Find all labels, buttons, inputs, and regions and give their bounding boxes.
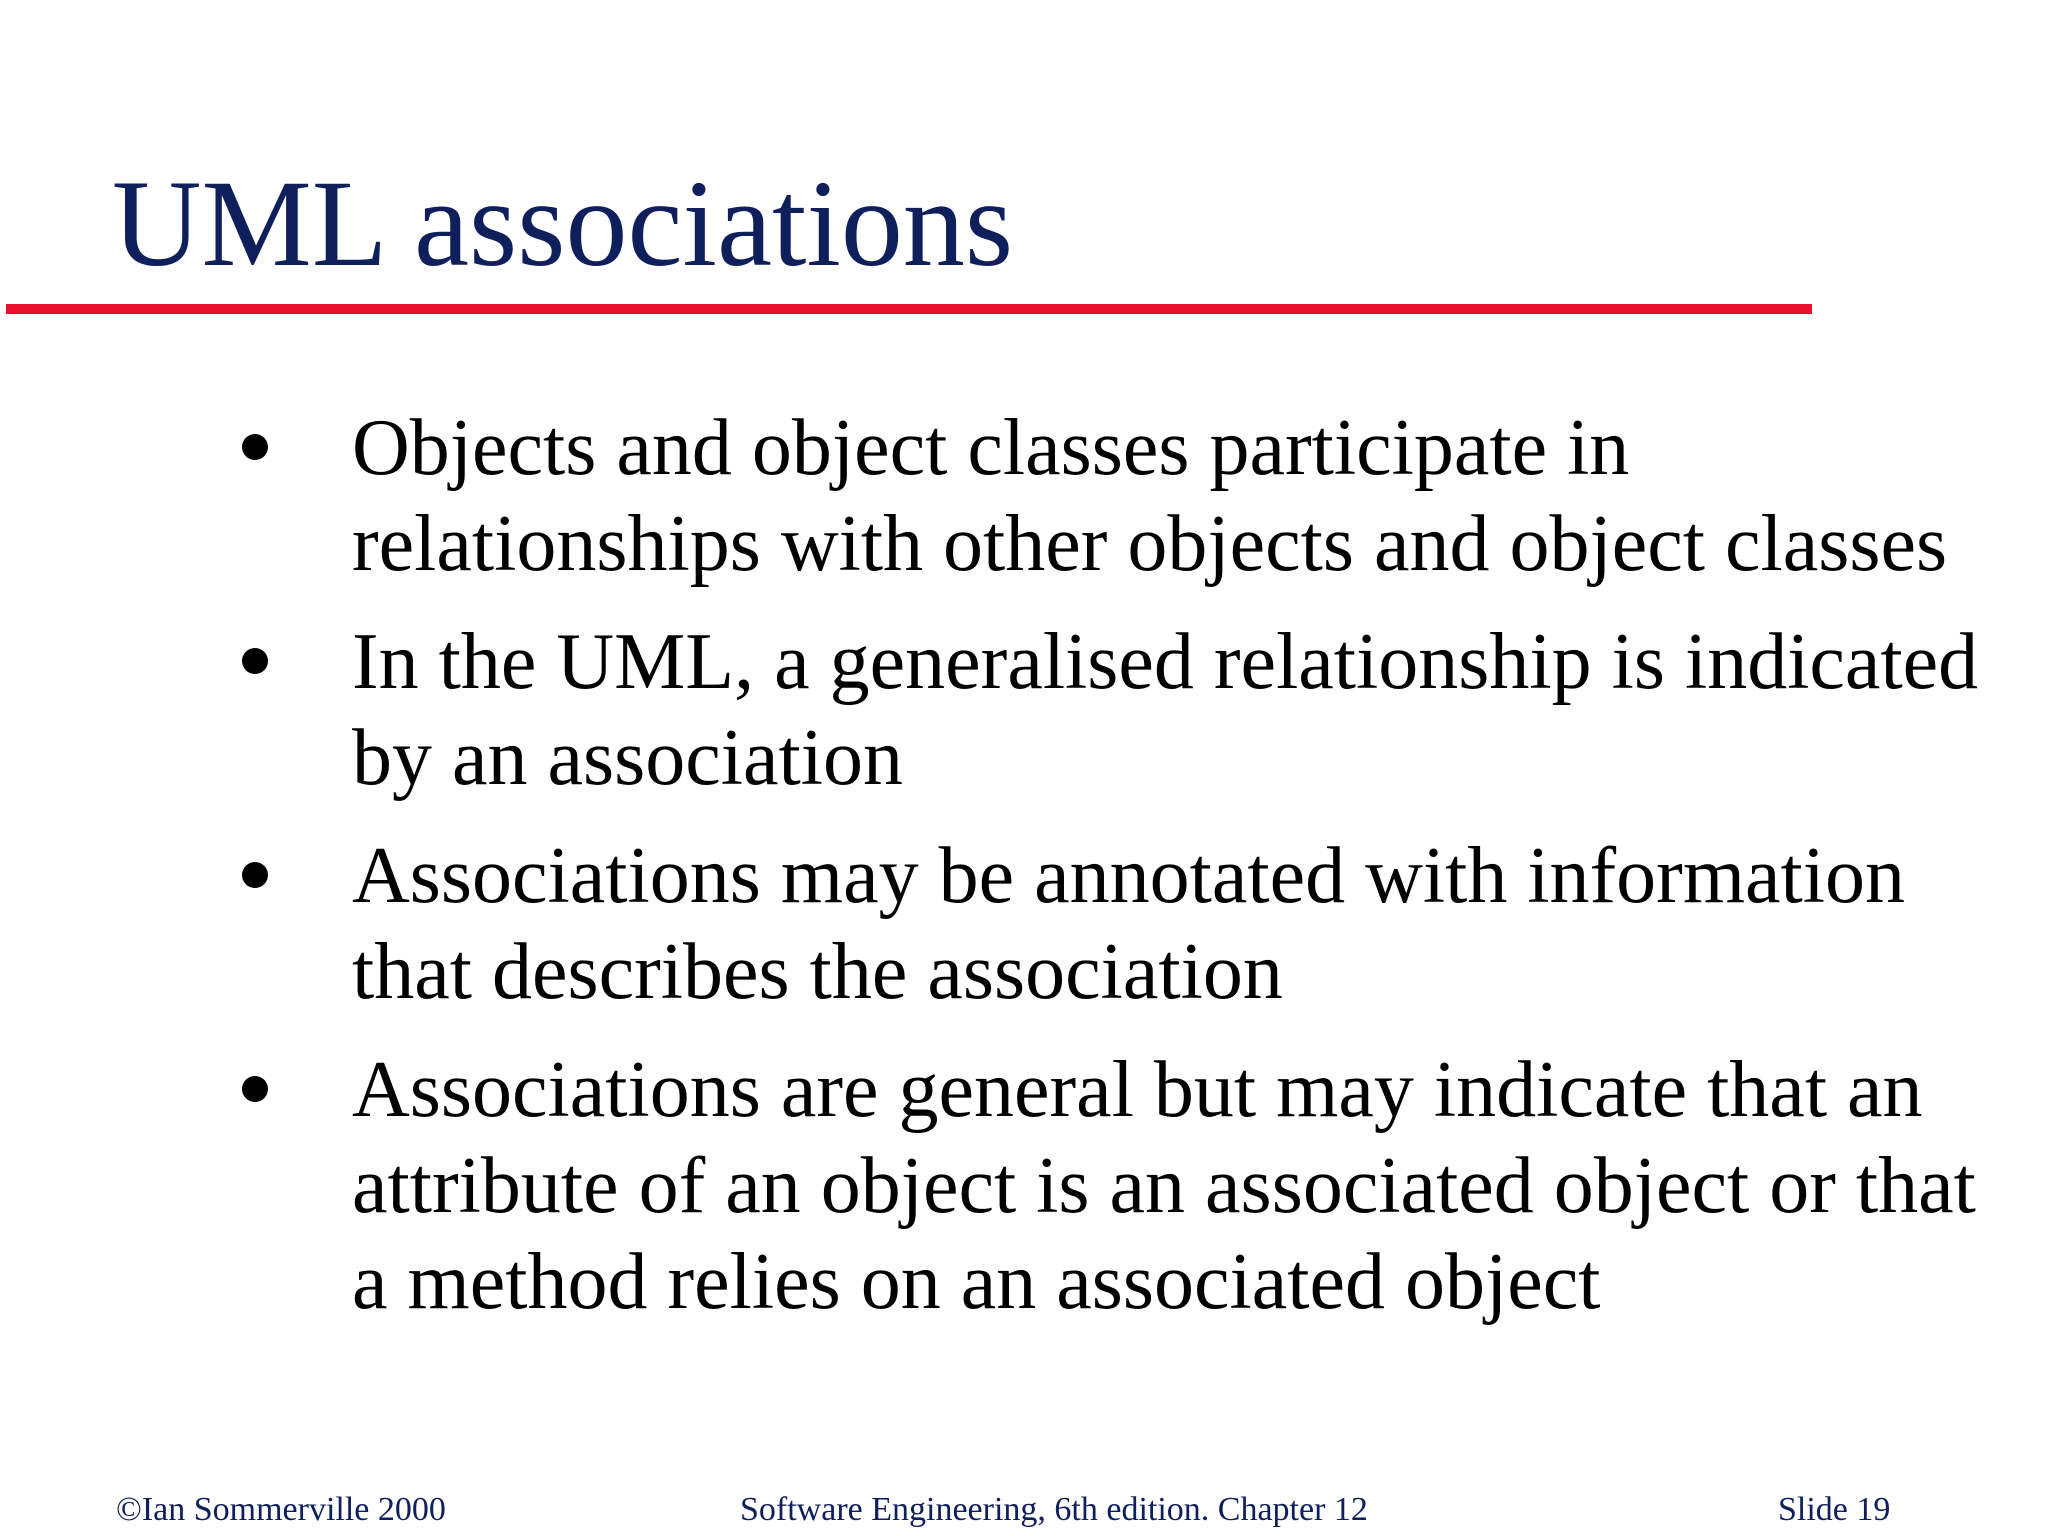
bullet-item — [240, 828, 2000, 1020]
bullet-item — [240, 614, 2000, 806]
footer-copyright: ©Ian Sommerville 2000 — [116, 1491, 446, 1528]
bullet-dot-icon — [242, 862, 268, 888]
bullet-dot-icon — [242, 1076, 268, 1102]
bullet-item — [240, 1042, 2000, 1330]
bullet-item — [240, 400, 2000, 592]
bullet-text: Associations are general but may indicate that an attribute of an object is an associated object or that a method relies on an associated object — [352, 1046, 1976, 1326]
bullet-dot-icon — [242, 648, 268, 674]
bullet-text: Objects and object classes participate in relationships with other objects and object classes — [352, 404, 1948, 588]
title-underline-rule — [6, 304, 1812, 314]
bullet-dot-icon — [242, 434, 268, 460]
slide-title: UML associations — [112, 155, 1014, 292]
footer-slide-number: Slide 19 — [1778, 1491, 1891, 1528]
bullet-text: In the UML, a generalised relationship is indicated by an association — [352, 618, 1979, 802]
footer-book-title: Software Engineering, 6th edition. Chapter 12 — [740, 1491, 1368, 1528]
bullet-list — [240, 400, 2000, 1352]
bullet-text: Associations may be annotated with information that describes the association — [352, 832, 1906, 1016]
